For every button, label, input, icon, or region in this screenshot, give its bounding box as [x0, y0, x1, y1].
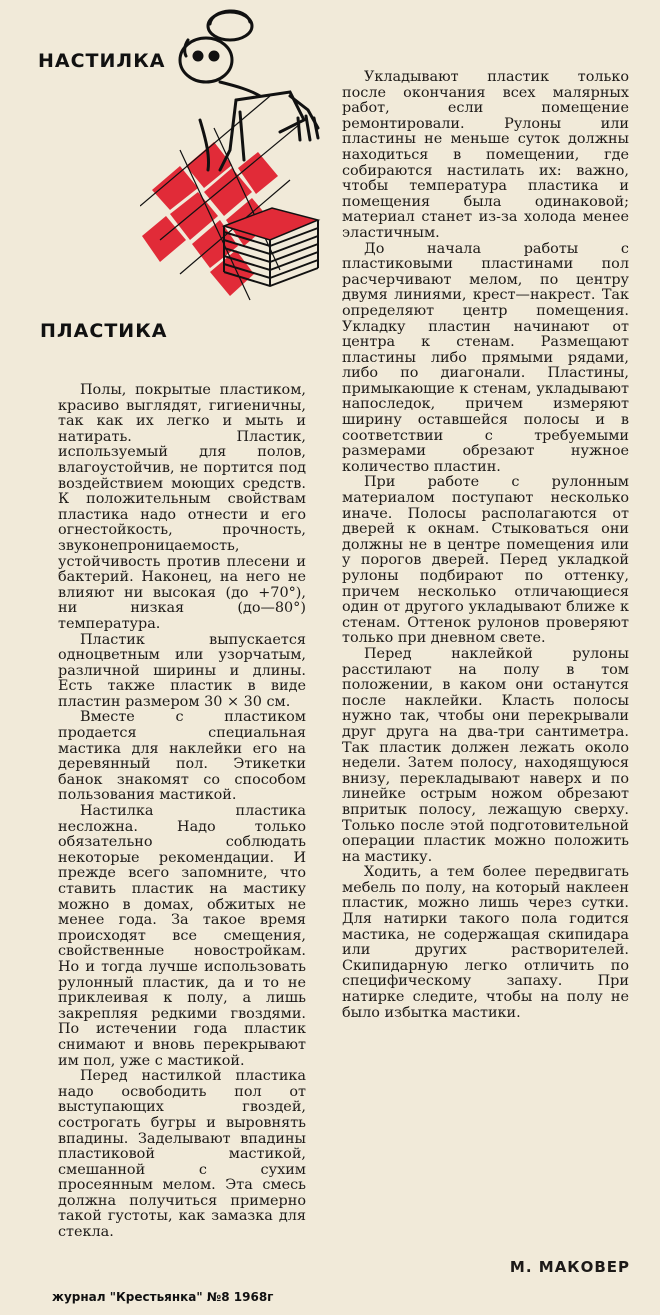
paragraph: Пластик выпускается одноцветным или узорчатым, различной ширины и длины. Есть также пластик в виде пластин размером 30 × 30 см. [58, 631, 306, 710]
paragraph: Перед настилкой пластика надо освободить пол от выступающих гвоздей, сострогать бугры и выровнять впадины. Заделывают впадины пластиковой мастикой, смешанной с сухим просеянным мелом. Эта смесь должна получиться примерно такой густоты, как замазка для стекла. [58, 1068, 306, 1241]
cartoon-worker [180, 11, 318, 170]
paragraph: Перед наклейкой рулоны расстилают на полу в том положении, в каком они останутся после наклейки. Класть полосы нужно так, чтобы они перекрывали друг друга на два-три сантиметра. Так пластик должен лежать около недели. Затем полосу, находящуюся внизу, перекладывают наверх и по линейке острым ножом обрезают впритык полосу, лежащую сверху. Только после этой подготовительной операции пластик можно положить на мастику. [342, 645, 629, 865]
paragraph: Ходить, а тем более передвигать мебель по полу, на который наклеен пластик, можно лишь через сутки. Для натирки такого пола годится мастика, не содержащая скипидара или других растворителей. Скипидарную легко отличить по специфическому запаху. При натирке следите, чтобы на полу не было избытка мастики. [342, 864, 629, 1021]
paragraph: До начала работы с пластиковыми пластинами пол расчерчивают мелом, по центру двумя линиями, крест—накрест. Так определяют центр помещения. Укладку пластин начинают от центра к стенам. Размещают пластины либо прямыми рядами, либо по диагонали. Пластины, примыкающие к стенам, укладывают напоследок, причем измеряют ширину оставшейся полосы и в соответствии с требуемыми размерами обрезают нужное количество пластин. [342, 240, 629, 475]
heading-bottom: ПЛАСТИКА [40, 320, 168, 342]
illustration [140, 0, 340, 310]
left-column [58, 383, 306, 1276]
paragraph: Вместе с пластиком продается специальная мастика для наклейки его на деревянный пол. Этикетки банок знакомят со способом пользования мастикой. [58, 709, 306, 804]
paragraph: Полы, покрытые пластиком, красиво выглядят, гигиеничны, так как их легко и мыть и натирать. Пластик, используемый для полов, влагоустойчив, не портится под воздействием моющих средств. К положительным свойствам пластика надо отнести и его огнестойкость, прочность, звуконепроницаемость, устойчивость против плесени и бактерий. Наконец, на него не влияют ни высокая (до +70°), ни низкая (до—80°) температура. [58, 383, 306, 632]
paragraph: Укладывают пластик только после окончания всех малярных работ, если помещение ремонтировали. Рулоны или пластины не меньше суток должны находиться в помещении, где собираются настилать их: важно, чтобы температура пластика и помещения была одинаковой; материал станет из-за холода менее эластичным. [342, 70, 629, 241]
heading-top: НАСТИЛКА [38, 50, 166, 72]
source-caption: журнал "Крестьянка" №8 1968г [52, 1290, 274, 1304]
right-column [342, 70, 629, 1266]
paragraph: При работе с рулонным материалом поступают несколько иначе. Полосы располагаются от дверей к окнам. Стыковаться они должны не в центре помещения или у порогов дверей. Перед укладкой рулоны подбирают по оттенку, причем несколько отличающиеся один от другого укладывают ближе к стенам. Оттенок рулонов проверяют только при дневном свете. [342, 474, 629, 647]
author-signature: М. МАКОВЕР [509, 1258, 630, 1276]
paragraph: Настилка пластика несложна. Надо только обязательно соблюдать некоторые рекомендации. И прежде всего запомните, что ставить пластик на мастику можно в домах, обжитых не менее года. За такое время происходят все смещения, свойственные новостройкам. Но и тогда лучше использовать рулонный пластик, да и то не приклеивая к полу, а лишь закрепляя редкими гвоздями. По истечении года пластик снимают и вновь перекрывают им пол, уже с мастикой. [58, 803, 306, 1069]
